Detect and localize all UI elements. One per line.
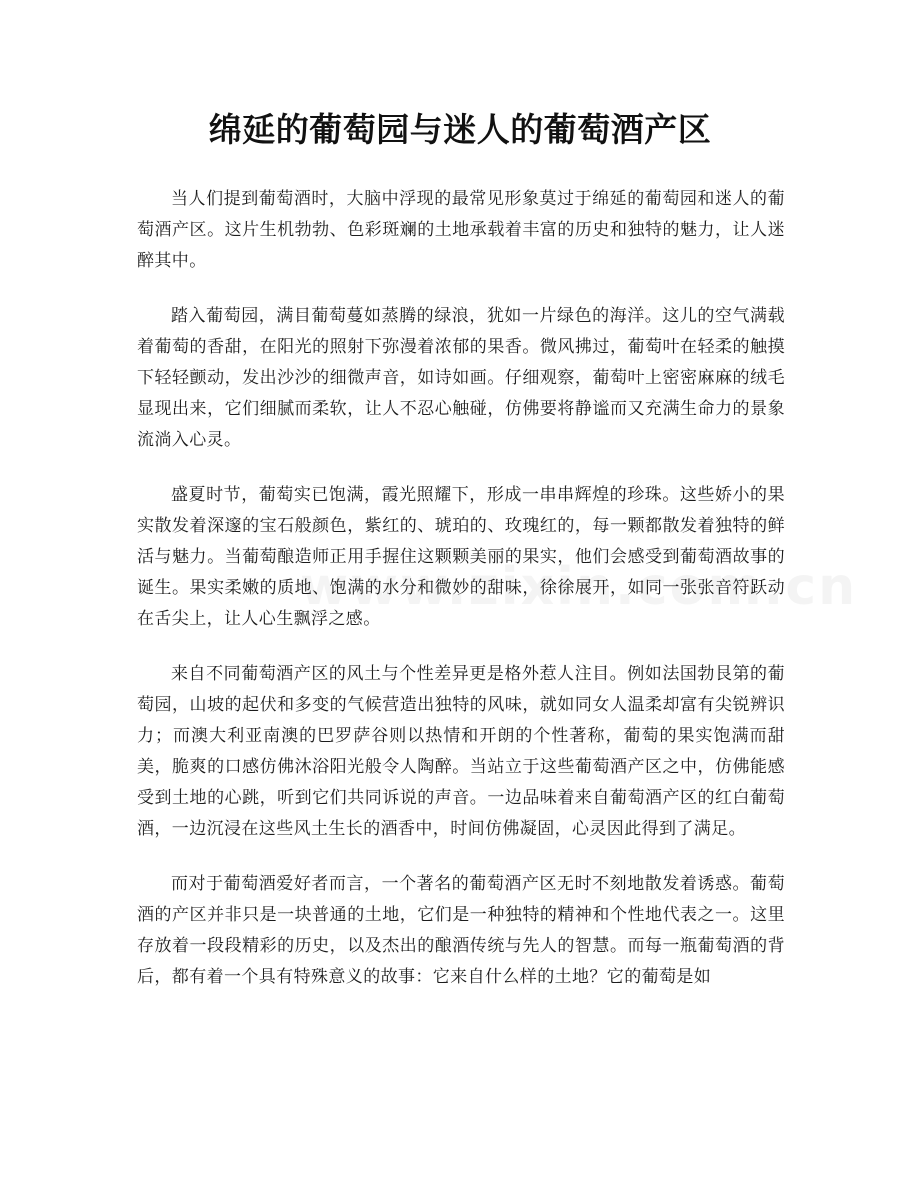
document-body (137, 184, 785, 1017)
paragraph: 而对于葡萄酒爱好者而言，一个著名的葡萄酒产区无时不刻地散发着诱惑。葡萄酒的产区并非只是一块普通的土地，它们是一种独特的精神和个性地代表之一。这里存放着一段段精彩的历史，以及杰出的酿酒传统与先人的智慧。而每一瓶葡萄酒的背后，都有着一个具有特殊意义的故事：它来自什么样的土地？它的葡萄是如 (137, 874, 785, 987)
paragraph: 盛夏时节，葡萄实已饱满，霞光照耀下，形成一串串辉煌的珍珠。这些娇小的果实散发着深邃的宝石般颜色，紫红的、琥珀的、玫瑰红的，每一颗都散发着独特的鲜活与魅力。当葡萄酿造师正用手握住这颗颗美丽的果实，他们会感受到葡萄酒故事的诞生。果实柔嫩的质地、饱满的水分和微妙的甜味，徐徐展开，如同一张张音符跃动在舌尖上，让人心生飘浮之感。 (137, 485, 785, 629)
paragraph: 踏入葡萄园，满目葡萄蔓如蒸腾的绿浪，犹如一片绿色的海洋。这儿的空气满载着葡萄的香甜，在阳光的照射下弥漫着浓郁的果香。微风拂过，葡萄叶在轻柔的触摸下轻轻颤动，发出沙沙的细微声音，如诗如画。仔细观察，葡萄叶上密密麻麻的绒毛显现出来，它们细腻而柔软，让人不忍心触碰，仿佛要将静谧而又充满生命力的景象流淌入心灵。 (137, 306, 785, 450)
paragraph: 当人们提到葡萄酒时，大脑中浮现的最常见形象莫过于绵延的葡萄园和迷人的葡萄酒产区。这片生机勃勃、色彩斑斓的土地承载着丰富的历史和独特的魅力，让人迷醉其中。 (137, 189, 785, 271)
page-title: 绵延的葡萄园与迷人的葡萄酒产区 (208, 110, 712, 149)
paragraph: 来自不同葡萄酒产区的风土与个性差异更是格外惹人注目。例如法国勃艮第的葡萄园，山坡的起伏和多变的气候营造出独特的风味，就如同女人温柔却富有尖锐辨识力；而澳大利亚南澳的巴罗萨谷则以热情和开朗的个性著称，葡萄的果实饱满而甜美，脆爽的口感仿佛沐浴阳光般令人陶醉。当站立于这些葡萄酒产区之中，仿佛能感受到土地的心跳，听到它们共同诉说的声音。一边品味着来自葡萄酒产区的红白葡萄酒，一边沉浸在这些风土生长的酒香中，时间仿佛凝固，心灵因此得到了满足。 (137, 664, 785, 839)
